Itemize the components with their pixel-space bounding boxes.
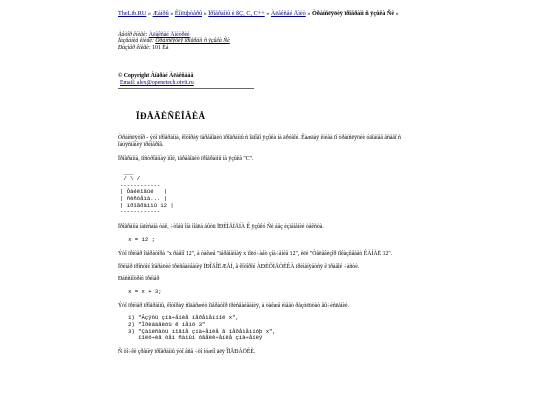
- paragraph-intro: Òðàíñëÿòîð - ýòî ïðîãðàììà, êîòîðàÿ ïåðåâîäèò ïðîãðàììû ñ îäíîãî ÿçûêà íà äðóãîé. Êàæäàÿ êíèãà ïî òðàíñëÿöèè óäîáíåå âñåãî ñ îáúÿñíåíèÿ ïðèìåðîâ.: [118, 135, 401, 149]
- breadcrumb-computers-link[interactable]: Êîìïüþòåðû: [174, 10, 203, 17]
- breadcrumb-trail: »: [395, 10, 399, 17]
- divider: [118, 88, 254, 89]
- breadcrumb-separator: »: [266, 10, 270, 17]
- paragraph-intro-2: Ïðîãðàììà, ïîñòðîåííàÿ ìíîé, ïåðåâîäèò ïðîãðàììû íà ÿçûêå "C".: [118, 155, 254, 162]
- code-diagram: ___ / \ / ------------ | Ôàéëîâûé | | ñèñòåìà... | | ïðîãðàììû 12 | ------------: [120, 168, 174, 216]
- copyright-block: [118, 73, 418, 89]
- breadcrumb-current: Òðàíñëÿöèÿ ïðîãðàìì ñ ÿçûêà Ñè: [311, 10, 395, 17]
- author-link[interactable]: Àëåêñåé Äìèòðèé: [148, 31, 190, 38]
- breadcrumb-separator: »: [147, 10, 151, 17]
- size-value: 101 Êá: [152, 44, 169, 51]
- chapter-title: ÏÐÅÄÈÑËÎÂÈÅ: [136, 111, 206, 122]
- paragraph-7: Ñ òî÷êè çðåíèÿ ïðîãðàììû ýòî âñå ÷òî íóæíî äëÿ ÎÏÅÐÀÖÈÈ.: [118, 348, 256, 355]
- book-meta: [118, 32, 418, 52]
- paragraph-3: Ýòî ïðèìåð îïåðàòîðà "x ðàâíî 12", à òàêæå "ïåðåìåííàÿ x ïîëó÷àåò çíà÷åíèå 12", èëè "Òåëåâèçîð ïîêàçûâàåò ÊÀÍÀË 12".: [118, 251, 393, 258]
- breadcrumb-category-link[interactable]: Ïðîãðàììû è ßÇ, C, C++: [208, 10, 265, 17]
- author-label: Àâòîð êíèãè:: [118, 31, 148, 38]
- code-example-1: x = 12 ;: [118, 236, 155, 244]
- breadcrumb-separator: »: [203, 10, 207, 17]
- code-example-2: x = x + 3;: [118, 288, 162, 296]
- breadcrumb-separator: »: [170, 10, 174, 17]
- paragraph-6: Ýòî ïðèìåð ïðîãðàììû, êîòîðàÿ ñîäåðæèò îïåðàòîð ïðèñâàèâàíèÿ, à òàêæå èìååò ðåçóëüòàò âû÷èñëåíèé.: [118, 302, 350, 309]
- size-label: Ðàçìåð êíèãè:: [118, 44, 151, 51]
- paragraph-4: Ïðèìåð ïðîñòîé îïåðàöèè ïðèñâàèâàíèÿ ÏÐÎÄÎËÆÅÍ, â êîòîðîé ÀÐÈÔÌÅÒÈÊÀ ïðèìåíÿåòñÿ ê ïðàâîé ÷àñòè.: [118, 263, 360, 270]
- breadcrumb: [118, 10, 418, 18]
- breadcrumb-genres-link[interactable]: Æàíðû: [152, 10, 169, 17]
- document-page: [118, 10, 418, 356]
- breadcrumb-home-link[interactable]: TheLib.RU: [118, 10, 147, 17]
- email-link[interactable]: Email: alex@openetech.otvit.ru: [120, 79, 194, 86]
- breadcrumb-author-link[interactable]: Àëåêñåé Äìèò: [270, 10, 306, 17]
- breadcrumb-separator: »: [307, 10, 311, 17]
- section-value: Òðàíñëÿöèÿ ïðîãðàìì ñ ÿçûêà Ñè: [155, 38, 230, 45]
- paragraph-5: Ðàññìîòðèì ïðèìåð: [118, 276, 160, 283]
- section-label: Íàçâàíèå êíèãè:: [118, 38, 154, 45]
- copyright-line: © Copyright Àíäðåé Àëåêñååâ: [118, 73, 194, 80]
- steps-list: 1) "Âçÿòü çíà÷åíèå ïåðåìåííîé x", 2) "Ïðèáàâèòü ê íåìó 3" 3) "Çàïèñàòü íîâîå çíà÷åíèå â ïåðåìåííóþ x", ïîëó÷èâ òåì ñàìûì óâåëè÷åíèå çíà÷åíèÿ: [128, 314, 276, 342]
- paragraph-2: Ïðîãðàììà íàïèñàíà òàê, ÷òîáû îíà ìîãëà áûòü ÏÐÈÌÅÍÅÍÀ Ê ÿçûêó Ñè áåç èçìåíåíèé òåêñòà.: [118, 223, 324, 230]
